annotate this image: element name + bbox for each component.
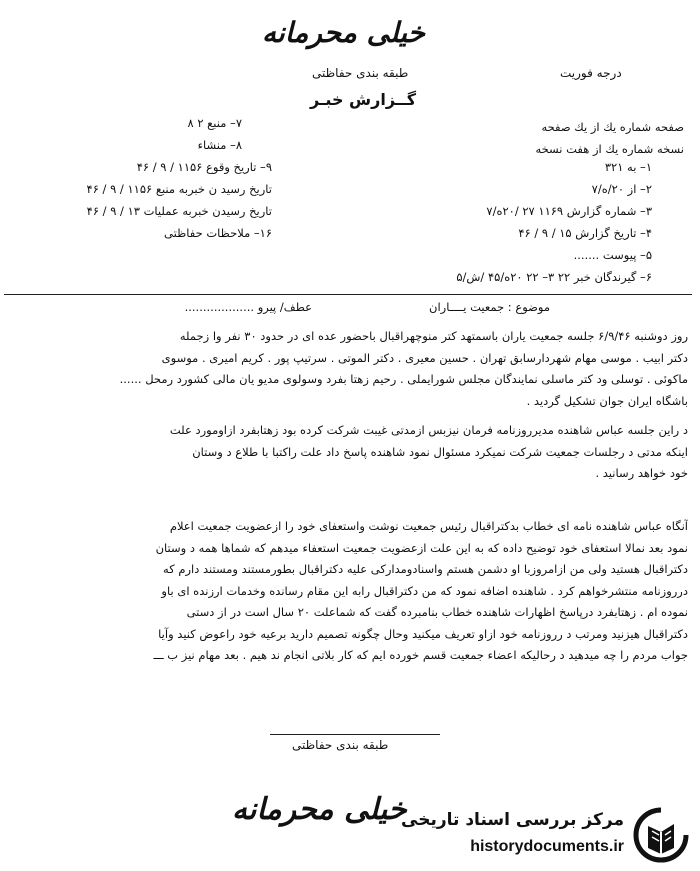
archive-logo (401, 800, 698, 868)
right-field-report-number: ۳– شماره گزارش ۱۱۶۹ ۲۷ /۲۰ه/۷ (486, 204, 652, 218)
book-emblem-icon (630, 806, 692, 864)
classification-top: خیلی محرمانه (262, 16, 425, 49)
urgency-label: درجه فوریت (560, 66, 622, 80)
right-field-to: ۱– به ۳۲۱ (604, 160, 652, 174)
logo-url: historydocuments.ir (470, 838, 624, 855)
body-line: دکتراقبال هیزنید ومرتب د رروزنامه خود ازاو تعریف میکنید وحال چگونه تصمیم دارید برعیه خود راعوض کنید وآیا (158, 626, 688, 641)
copy-number-line: نسخه شماره یك از هفت نسخه (535, 142, 684, 156)
page-number-line: صفحه شماره یك از یك صفحه (541, 120, 684, 134)
body-line: نمود بعد نمالا استعفای خود توضیح داده که به این علت ازعضویت جمعیت استعفاء میدهم که شماها همه د وستان (155, 540, 688, 555)
body-line: جواب مردم را چه میدهید د رحالیکه اعضاء جمعیت قسم خورده ایم که کار بلاتی انجام ند هیم . بعد مهام نیز ب ـــ (153, 648, 688, 662)
logo-name: مرکز بررسی اسناد تاریخی (401, 810, 624, 830)
body-paragraph-2 (28, 420, 688, 485)
body-paragraph-3 (28, 516, 688, 667)
body-line: درروزنامه منتشرخواهم کرد . شاهنده اضافه نمود که من دکتراقبال رابه این مقام رسانده وخدمات ارزنده ای باو (161, 583, 688, 598)
left-field-source-date: تاریخ رسید ن خبربه منبع ۱۱۵۶ / ۹ / ۴۶ (86, 182, 272, 196)
left-field-source: ۷– منبع ۲ ۸ (187, 116, 242, 130)
footer-divider (270, 734, 440, 735)
right-field-from: ۲– از ۲۰/ه/۷ (591, 182, 652, 196)
report-title: گــزارش خبـر (310, 90, 417, 109)
body-line: ماکوئی . توسلی ود کتر ماسلی نمایندگان مجلس شورایملی . رحیم زهتا بفرد وسولوی مدیو یان مالی کشورد رمحل ...... (119, 372, 688, 386)
body-line: آنگاه عباس شاهنده نامه ای خطاب بدکتراقبال رئیس جمعیت نوشت واستعفای خود را ازعضویت جمعیت اعلام (169, 519, 688, 533)
header-protection: طبقه بندی حفاظتی (312, 66, 409, 80)
left-field-event-date: ۹– تاریخ وقوع ۱۱۵۶ / ۹ / ۴۶ (136, 160, 272, 174)
right-field-report-date: ۴– تاریخ گزارش ۱۵ / ۹ / ۴۶ (518, 226, 652, 240)
right-field-recipients: ۶– گیرندگان خبر ۲۲ ۳– ۲۲ ۲۰ه/۴۵ /ش/۵ (456, 270, 652, 284)
footer-protection: طبقه بندی حفاظتی (292, 738, 389, 752)
left-field-remarks: ۱۶– ملاحظات حفاظتی (164, 226, 272, 240)
body-line: اینکه مدتی د رجلسات جمعیت شرکت نمیکرد مسئوال نمود شاهنده پاسخ داد علت راکتبا با طلاع د وستان (192, 444, 688, 459)
body-line: دکتر ابیب . موسی مهام شهردارسابق تهران . حسین معیری . دکتر الموتی . سرتیپ پور . کریم امیری . موسوی (161, 350, 688, 365)
left-field-ops-date: تاریخ رسیدن خبربه عملیات ۱۳ / ۹ / ۴۶ (86, 204, 272, 218)
body-paragraph-1 (28, 326, 688, 412)
header-divider (4, 294, 692, 295)
body-line: دکتراقبال هستید ولی من ازامروزبا او دشمن هستم واسنادومدارکی علیه دکتراقبال بطورمستند ومستند دارم که (163, 562, 688, 576)
body-line: روز دوشنبه ۶/۹/۴۶ جلسه جمعیت یاران باسمتهد کتر منوچهراقبال باحضور عده ای در حدود ۳۰ نفر وا زجمله (179, 329, 688, 343)
left-field-origin: ۸– منشاء (197, 138, 242, 152)
body-line: د راین جلسه عباس شاهنده مدیرروزنامه فرمان نیزبس ازمدتی غیبت شرکت کرده بود زهتابفرد ازاومورد علت (169, 423, 688, 437)
body-line: باشگاه ایران جوان تشکیل گردید . (526, 393, 688, 408)
reference-line: عطف/ پیرو ................... (184, 300, 312, 314)
body-line: نموده ام . زهتابفرد درپاسخ اظهارات شاهنده خطاب بنامبرده گفت که شماعلت ۲۰ سال است در از دستی (186, 605, 688, 619)
right-field-attachment: ۵– پیوست ....... (573, 248, 652, 262)
subject-line: موضوع : جمعیت یــــاران (429, 300, 550, 314)
body-line: خود خواهد رسانید . (595, 466, 688, 480)
classification-bottom: خیلی محرمانه (232, 792, 407, 827)
